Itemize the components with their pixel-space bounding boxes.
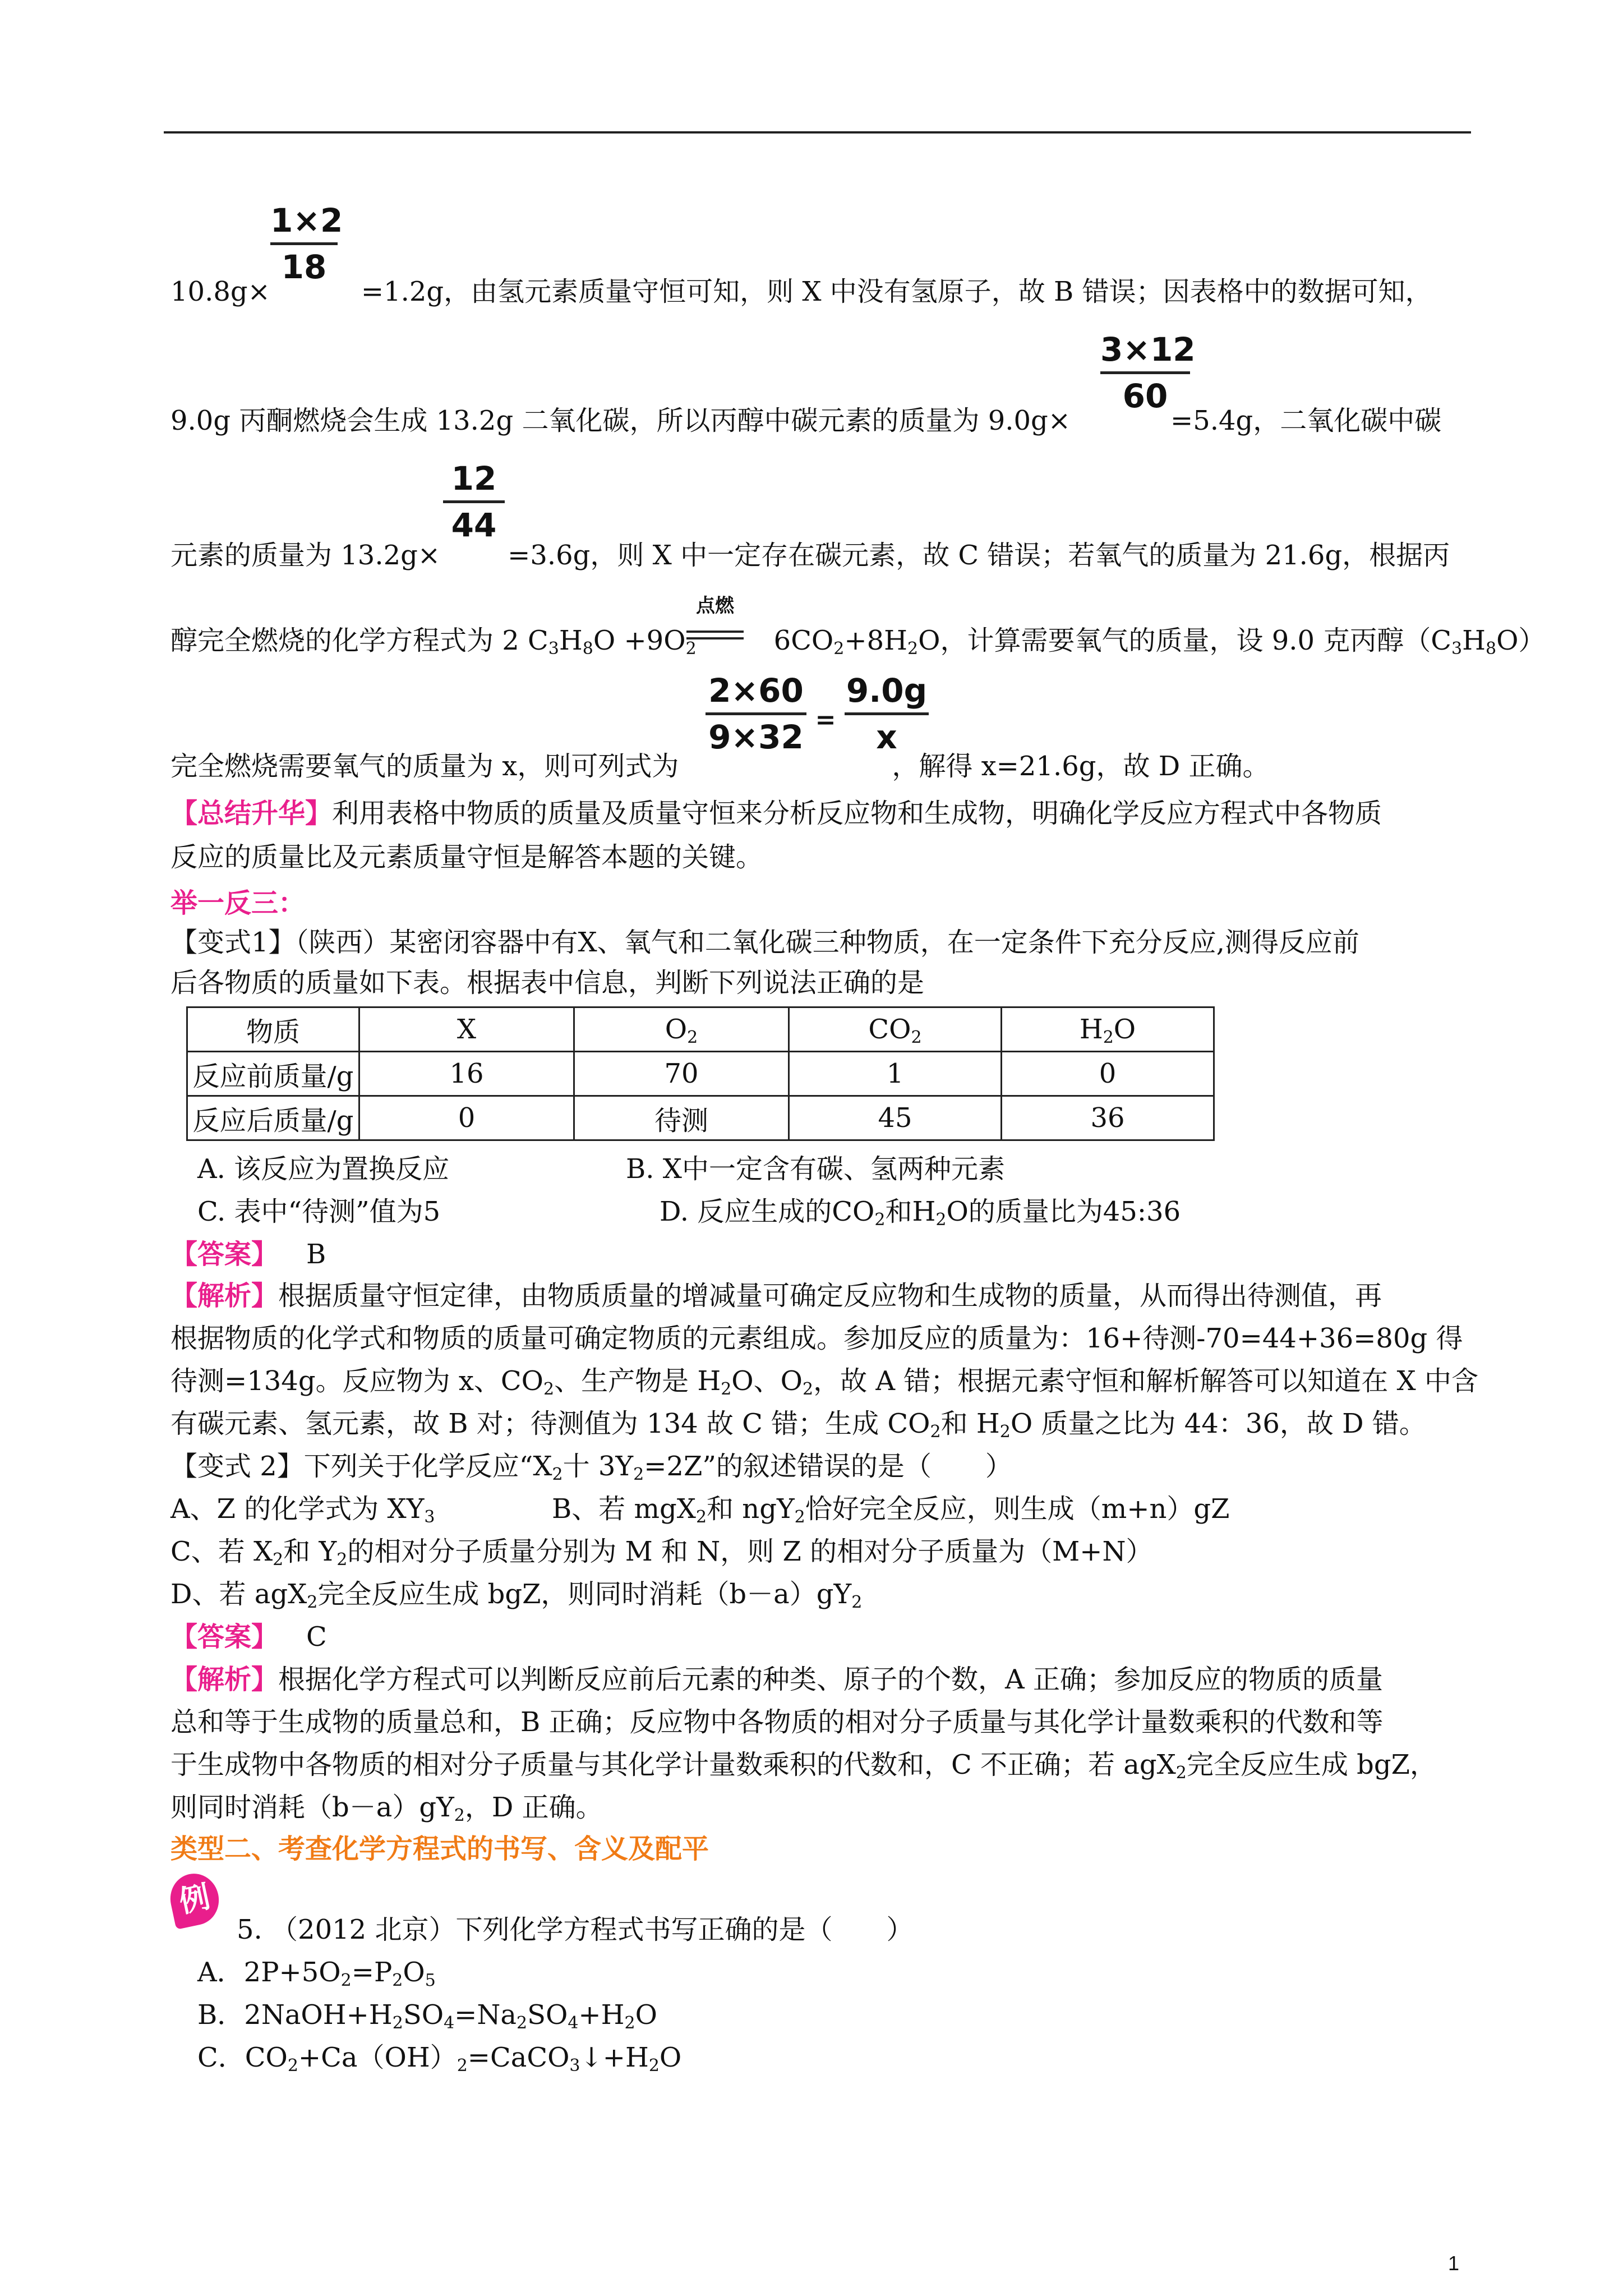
v1-question-line-2: 后各物质的质量如下表。根据表中信息，判断下列说法正确的是: [170, 967, 925, 999]
subscript: 3: [1451, 639, 1463, 659]
option-c: C. 表中“待测”值为5: [197, 1196, 441, 1227]
subscript: 3: [548, 639, 559, 659]
subscript: 8: [1485, 639, 1497, 659]
subscript: 2: [685, 639, 697, 659]
fraction-numerator: 12: [451, 459, 497, 498]
practice-title: 举一反三：: [170, 887, 306, 919]
answer-value: B: [306, 1239, 326, 1270]
reaction-condition-label: 点燃: [696, 595, 734, 617]
subscript: 2: [833, 639, 845, 659]
fraction-denominator: x: [876, 718, 897, 756]
v1-analysis-line-4: 有碳元素、氢元素，故 B 对；待测值为 134 故 C 错；生成 $CO_2$和 $H_2O$ 质量之比为 44：36，故 D 错。: [170, 1408, 1426, 1442]
text-line: [170, 624, 1545, 657]
table-row: [187, 1096, 1214, 1140]
text-span: O，计算需要氧气的质量，设 9.0 克丙醇（C: [918, 625, 1452, 656]
text-span: 根据化学方程式可以判断反应前后元素的种类、原子的个数，A 正确；参加反应的物质的质量: [278, 1664, 1383, 1695]
v1-analysis-line-3: 待测=134g。反应物为 x、$CO_2$、生产物是 $H_2O$、$O_2$，故 A 错；根据元素守恒和解析解答可以知道在 X 中含: [170, 1365, 1478, 1399]
ex5-option-b: B．$2NaOH+H_2SO_4=Na_2SO_4+H_2O$: [197, 1999, 657, 2033]
table-row: [187, 1007, 1214, 1052]
v2-answer: [170, 1620, 327, 1654]
text-line: [170, 404, 1441, 438]
header-rule: [164, 131, 1471, 134]
option-b: B. X中一定含有碳、氢两种元素: [626, 1153, 1005, 1185]
fraction-denominator: 60: [1122, 377, 1168, 415]
answer-label: 【答案】: [170, 1239, 279, 1270]
text-span: =1.2g，由氢元素质量守恒可知，则 X 中没有氢原子，故 B 错误；因表格中的数据可知，: [361, 276, 1432, 307]
ex5-option-c: C．$CO_2+Ca(OH)_2=CaCO_3↓+H_2O$: [197, 2042, 682, 2076]
page-number: 1: [1448, 2252, 1460, 2275]
v2-analysis-line-4: 则同时消耗$(b-a)gY_2$，D 正确。: [170, 1792, 603, 1825]
fraction-c-ratio-co2: [443, 459, 505, 545]
v2-question: 【变式 2】下列关于化学反应“$X_2$十 $3Y_2=2Z$”的叙述错误的是（ ）: [170, 1451, 1012, 1484]
table-cell: 反应前质量/g: [187, 1052, 359, 1096]
text-span: ，解得 x=21.6g，故 D 正确。: [892, 751, 1270, 782]
table-cell: 16: [359, 1052, 574, 1096]
text-span: 利用表格中物质的质量及质量守恒来分析反应物和生成物，明确化学反应方程式中各物质: [332, 798, 1382, 829]
text-span: 根据质量守恒定律，由物质质量的增减量可确定反应物和生成物的质量，从而得出待测值，再: [278, 1280, 1382, 1312]
fraction-numerator: 9.0g: [846, 671, 928, 710]
text-span: =3.6g，则 X 中一定存在碳元素，故 C 错误；若氧气的质量为 21.6g，根据丙: [508, 540, 1450, 571]
table-cell: 70: [574, 1052, 789, 1096]
fraction-denominator: 44: [451, 506, 497, 544]
text-span: 9.0g 丙酮燃烧会生成 13.2g 二氧化碳，所以丙醇中碳元素的质量为 9.0g×: [170, 405, 1071, 436]
equals-sign: =: [815, 706, 836, 734]
table-cell: 待测: [574, 1096, 789, 1140]
table-cell: 反应后质量/g: [187, 1096, 359, 1140]
fraction-bar: [1100, 371, 1190, 374]
v2-option-d: D、若 agX$_2$完全反应生成 bgZ，则同时消耗$(b-a)gY_2$: [170, 1579, 863, 1612]
text-span: O）: [1496, 625, 1546, 656]
fraction-h-ratio: [270, 201, 343, 287]
table-cell: 0: [1002, 1052, 1214, 1096]
table-header-cell: $O_2$: [574, 1007, 789, 1052]
text-span: 10.8g×: [170, 276, 270, 307]
fraction-numerator: 3×12: [1100, 330, 1196, 369]
fraction-mass-ratio: [845, 671, 929, 757]
fraction-molar-ratio: [706, 671, 806, 757]
table-cell: 0: [359, 1096, 574, 1140]
summary-line-1: [170, 797, 1382, 830]
fraction-bar: [845, 712, 929, 715]
table-header-cell: $H_2O$: [1002, 1007, 1214, 1052]
text-span: H: [1462, 625, 1486, 656]
section-title-type2: 类型二、考查化学方程式的书写、含义及配平: [170, 1833, 709, 1865]
table-header-cell: $CO_2$: [789, 1007, 1002, 1052]
table-cell: 36: [1002, 1096, 1214, 1140]
v2-option-a: A、Z 的化学式为 $XY_3$: [170, 1493, 435, 1527]
table-header-cell: X: [359, 1007, 574, 1052]
v2-analysis-line-3: 于生成物中各物质的相对分子质量与其化学计量数乘积的代数和，C 不正确；若 agX$_2$完全反应生成 bgZ，: [170, 1749, 1437, 1783]
v1-analysis-line-2: 根据物质的化学式和物质的质量可确定物质的元素组成。参加反应的质量为：16+待测-70=44+36=80g 得: [170, 1323, 1463, 1354]
text-line: [170, 749, 1270, 783]
table-header-cell: 物质: [187, 1007, 359, 1052]
subscript: 8: [582, 639, 593, 659]
mass-table: [186, 1006, 1215, 1141]
text-span: O +9O: [593, 625, 686, 656]
text-span: 完全燃烧需要氧气的质量为 x，则可列式为: [170, 751, 679, 782]
fraction-c-ratio-propanol: [1100, 330, 1196, 416]
v1-analysis-line-1: [170, 1279, 1382, 1313]
answer-label: 【答案】: [170, 1621, 279, 1653]
v2-option-c: C、若 $X_2$和 $Y_2$的相对分子质量分别为 M 和 N，则 Z 的相对分子质量为（M+N）: [170, 1536, 1153, 1570]
table-cell: 1: [789, 1052, 1002, 1096]
fraction-denominator: 9×32: [708, 718, 804, 756]
ex5-question: 5. （2012 北京）下列化学方程式书写正确的是（ ）: [237, 1914, 914, 1945]
fraction-denominator: 18: [281, 248, 327, 286]
summary-line-2: 反应的质量比及元素质量守恒是解答本题的关键。: [170, 841, 763, 873]
fraction-numerator: 1×2: [270, 201, 343, 240]
subscript: 2: [907, 639, 919, 659]
answer-value: C: [306, 1621, 327, 1653]
fraction-numerator: 2×60: [708, 671, 804, 710]
text-span: H: [559, 625, 583, 656]
analysis-label: 【解析】: [170, 1280, 279, 1312]
text-span: =5.4g，二氧化碳中碳: [1170, 405, 1442, 436]
table-cell: 45: [789, 1096, 1002, 1140]
fraction-bar: [706, 712, 806, 715]
ex5-option-a: A．$2P+5O_2=P_2O_5$: [197, 1957, 436, 1990]
text-span: 醇完全燃烧的化学方程式为 2 C: [170, 625, 548, 656]
text-span: +8H: [844, 625, 907, 656]
v2-option-b: B、若 mgX$_2$和 ngY$_2$恰好完全反应，则生成（m+n）gZ: [552, 1493, 1230, 1527]
text-span: 元素的质量为 13.2g×: [170, 540, 441, 571]
v1-question-line-1: 【变式1】（陕西）某密闭容器中有X、氧气和二氧化碳三种物质，在一定条件下充分反应,测得反应前: [170, 927, 1359, 958]
example-badge-icon: 例: [165, 1869, 223, 1930]
v2-analysis-line-2: 总和等于生成物的质量总和，B 正确；反应物中各物质的相对分子质量与其化学计量数乘积的代数和等: [170, 1706, 1384, 1738]
text-line: [170, 275, 1432, 309]
text-span: 6CO: [773, 625, 834, 656]
v2-analysis-line-1: [170, 1663, 1383, 1696]
fraction-bar: [270, 242, 338, 245]
option-d: D. 反应生成的$CO_2$和$H_2O$的质量比为45:36: [660, 1196, 1181, 1230]
option-a: A. 该反应为置换反应: [197, 1153, 450, 1185]
table-row: [187, 1052, 1214, 1096]
v1-answer: [170, 1237, 326, 1271]
text-line: [170, 539, 1450, 572]
fraction-bar: [443, 500, 505, 503]
summary-label: 【总结升华】: [170, 798, 333, 829]
analysis-label: 【解析】: [170, 1664, 279, 1695]
